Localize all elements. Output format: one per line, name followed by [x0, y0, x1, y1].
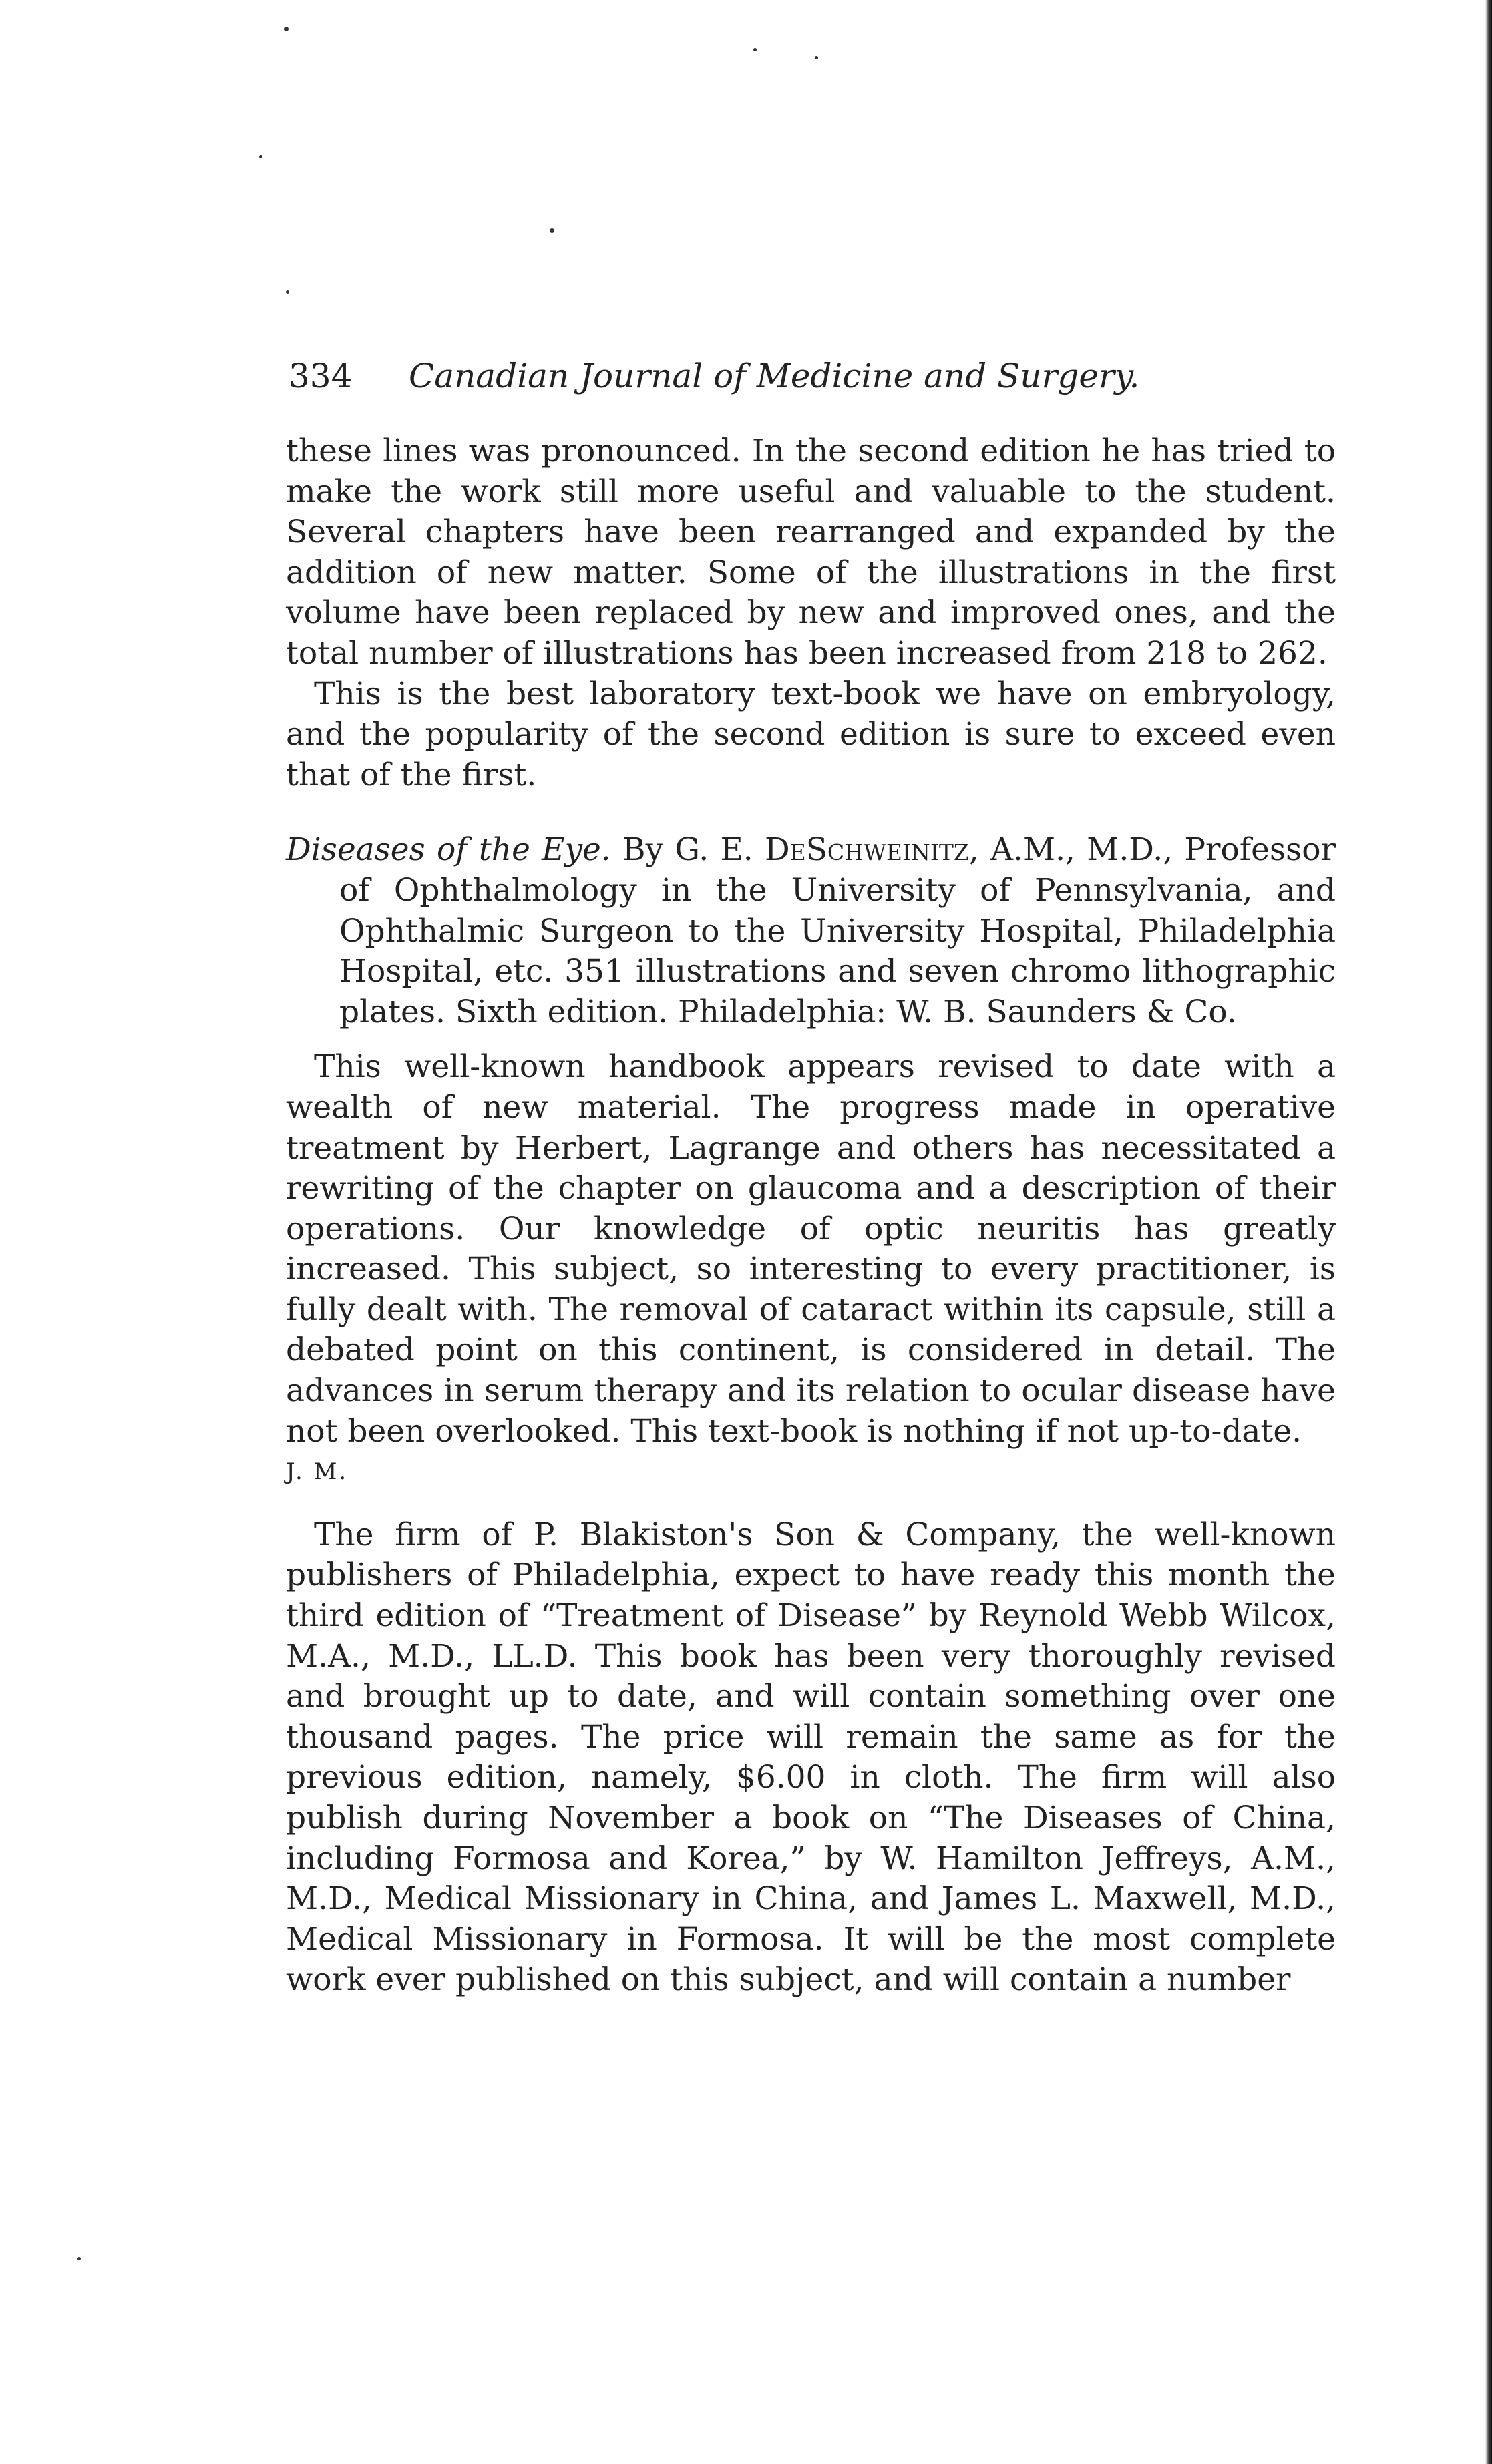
scan-speck	[77, 2257, 81, 2260]
paragraph-continuation: these lines was pronounced. In the second edition he has tried to make the work still more useful and valuable to the student. Several chapters have been rearranged and expanded by the addition of new matter. Some of the illustrations in the first volume have been replaced by new and improved ones, and the total number of illustrations has been increased from 218 to 262.	[286, 433, 1336, 672]
book-entry	[286, 830, 1336, 1032]
page-body	[286, 431, 1336, 2001]
review-signature: J. M.	[286, 1458, 349, 1486]
scan-speck	[815, 56, 818, 59]
scan-speck	[286, 290, 289, 294]
review-paragraph: This well-known handbook appears revised to date with a wealth of new material. The progress made in operative treatment by Herbert, Lagrange and others has necessitated a rewriting of the chapter on glaucoma and a description of their operations. Our knowledge of optic neuritis has greatly increased. This subject, so interesting to every practitioner, is fully dealt with. The removal of cataract within its capsule, still a debated point on this continent, is considered in detail. The advances in serum therapy and its relation to ocular disease have not been overlooked. This text-book is nothing if not up-to-date.	[286, 1048, 1336, 1450]
book-by: By	[622, 831, 664, 869]
page-edge-shadow	[1485, 0, 1492, 2464]
paragraph-embryology-verdict: This is the best laboratory text-book we have on embryology, and the popularity of the second edition is sure to exceed even that of the first.	[286, 675, 1336, 793]
book-author: G. E. DeSchweinitz,	[675, 831, 979, 869]
scan-speck	[753, 48, 757, 51]
scan-speck	[284, 27, 289, 31]
page-number: 334	[289, 357, 353, 395]
journal-title: Canadian Journal of Medicine and Surgery.	[409, 357, 1140, 395]
scan-speck	[550, 228, 554, 233]
scan-speck	[259, 155, 262, 158]
book-details: A.M., M.D., Professor of Ophthalmology in the University of Pennsylvania, and Ophthalmic Surgeon to the University Hospital, Philadelphia Hospital, etc. 351 illustrations and seven chromo lithographic plates. Sixth edition. Philadelphia: W. B. Saunders & Co.	[339, 831, 1336, 1030]
book-title: Diseases of the Eye.	[286, 831, 611, 869]
announcement-paragraph: The firm of P. Blakiston's Son & Company, the well-known publishers of Philadelphia, expect to have ready this month the third edition of “Treatment of Disease” by Reynold Webb Wilcox, M.A., M.D., LL.D. This book has been very thoroughly revised and brought up to date, and will contain something over one thousand pages. The price will remain the same as for the previous edition, namely, $6.00 in cloth. The firm will also publish during November a book on “The Diseases of China, including Formosa and Korea,” by W. Hamilton Jeffreys, A.M., M.D., Medical Missionary in China, and James L. Maxwell, M.D., Medical Missionary in Formosa. It will be the most complete work ever published on this subject, and will contain a number	[286, 1516, 1336, 1999]
running-header	[289, 353, 1330, 399]
